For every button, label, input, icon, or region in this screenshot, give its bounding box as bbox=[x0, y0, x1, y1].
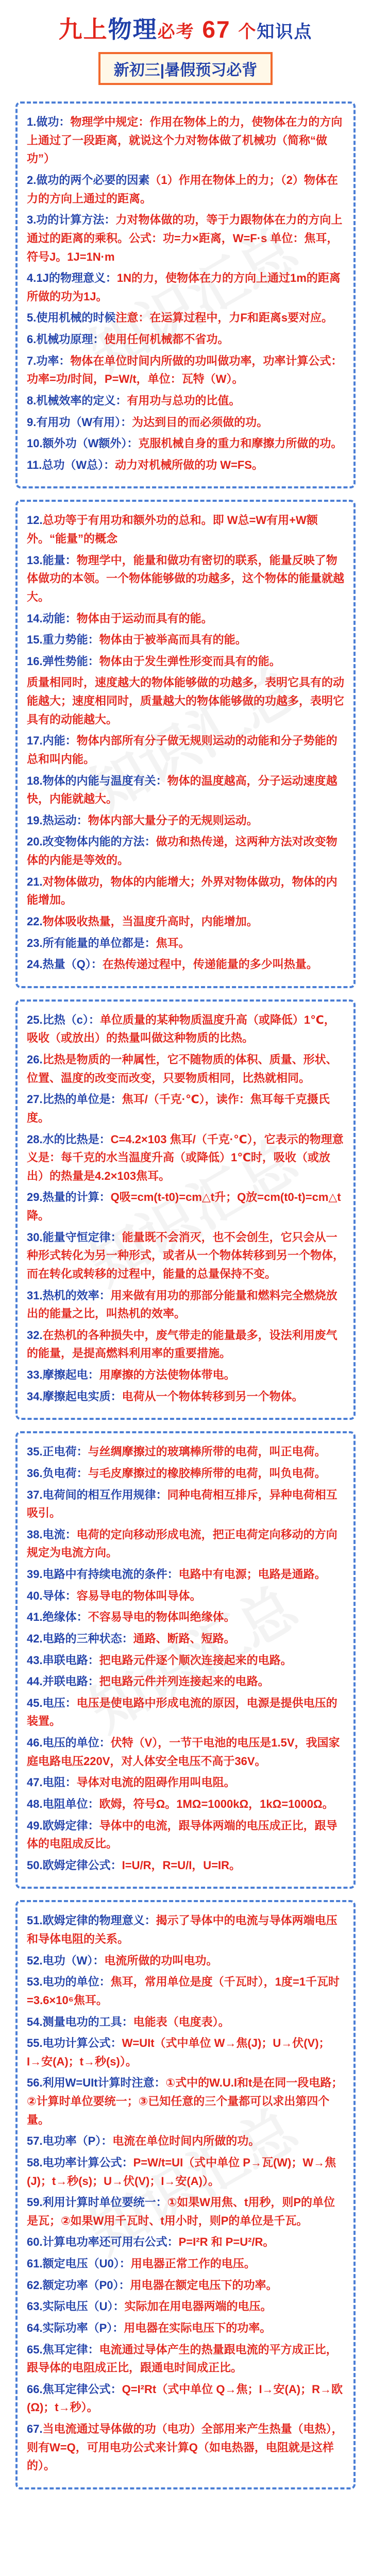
item-definition: 实际加在用电器两端的电压。 bbox=[124, 2300, 272, 2313]
item-definition: 用来做有用功的那部分能量和燃料完全燃烧放出的能量之比，叫热机的效率。 bbox=[27, 1289, 338, 1320]
item-number: 21. bbox=[27, 875, 43, 888]
item-keyword: 实际电压（U）： bbox=[42, 2300, 125, 2313]
item-definition: 动力对机械所做的功 W=FS。 bbox=[115, 458, 263, 471]
knowledge-item bbox=[27, 833, 344, 869]
item-definition: 物体内部大量分子的无规则运动。 bbox=[88, 814, 258, 827]
item-number: 46. bbox=[27, 1736, 43, 1750]
knowledge-item bbox=[27, 732, 344, 768]
knowledge-item bbox=[27, 211, 344, 266]
knowledge-item bbox=[27, 2319, 344, 2337]
knowledge-item bbox=[27, 1795, 344, 1814]
knowledge-item bbox=[27, 2255, 344, 2273]
knowledge-item bbox=[27, 2297, 344, 2316]
item-definition: C=4.2×103 焦耳/（千克·℃），它表示的物理意义是：每千克的水当温度升高（或降低）1℃时，吸收（或放出）的热量是4.2×103焦耳。 bbox=[27, 1132, 344, 1182]
item-number: 49. bbox=[27, 1819, 43, 1832]
item-number: 29. bbox=[27, 1191, 43, 1204]
knowledge-item bbox=[27, 912, 344, 931]
knowledge-item bbox=[27, 1817, 344, 1853]
item-number: 47. bbox=[27, 1776, 43, 1789]
item-definition: 使用任何机械都不省功。 bbox=[104, 333, 229, 346]
item-number: 53. bbox=[27, 1975, 43, 1989]
item-keyword: 比热的单位是： bbox=[42, 1093, 122, 1106]
item-definition: 物理学中规定：作用在物体上的力，使物体在力的方向上通过了一段距离，就说这个力对物体做了机械功（简称“做功”） bbox=[27, 115, 343, 165]
item-keyword: 电功率（P）： bbox=[42, 2134, 113, 2148]
item-definition: 物体吸收热量，当温度升高时，内能增加。 bbox=[42, 914, 258, 928]
item-keyword: 电功（W）： bbox=[42, 1954, 105, 1967]
item-number: 33. bbox=[27, 1368, 43, 1382]
item-keyword: 电压： bbox=[42, 1696, 77, 1709]
item-number: 40. bbox=[27, 1589, 43, 1602]
knowledge-item bbox=[27, 1672, 344, 1691]
item-number: 7. bbox=[27, 354, 37, 367]
knowledge-item bbox=[27, 2193, 344, 2230]
knowledge-item bbox=[27, 2154, 344, 2190]
knowledge-card bbox=[15, 1431, 356, 1889]
item-number: 67. bbox=[27, 2422, 43, 2436]
item-keyword: 有用功（W有用）： bbox=[36, 415, 132, 429]
subtitle: 新初三|暑假预习必背 bbox=[113, 62, 258, 79]
item-definition: 把电路元件并列连接起来的电路。 bbox=[99, 1675, 269, 1688]
item-number: 42. bbox=[27, 1632, 43, 1645]
knowledge-item bbox=[27, 652, 344, 671]
knowledge-item bbox=[27, 772, 344, 808]
knowledge-item bbox=[27, 392, 344, 410]
item-number: 32. bbox=[27, 1328, 43, 1342]
item-definition: 同种电荷相互排斥，异种电荷相互吸引。 bbox=[27, 1488, 338, 1520]
item-definition: 电荷的定向移动形成电流，把正电荷定向移动的方向规定为电流方向。 bbox=[27, 1528, 338, 1560]
item-definition: Q=I²Rt（式中单位 Q→焦；I→安(A)；R→欧(Ω)；t→秒）。 bbox=[27, 2382, 343, 2414]
knowledge-card bbox=[15, 1900, 356, 2489]
item-definition: 焦耳，常用单位是度（千瓦时），1度=1千瓦时=3.6×10⁶焦耳。 bbox=[27, 1975, 340, 2007]
knowledge-item bbox=[27, 1856, 344, 1875]
item-number: 52. bbox=[27, 1954, 43, 1967]
item-definition: 通路、断路、短路。 bbox=[133, 1632, 235, 1645]
item-keyword: 电功的单位： bbox=[42, 1975, 111, 1989]
title-mid: 必考 bbox=[157, 22, 195, 42]
knowledge-item bbox=[27, 1228, 344, 1283]
item-definition: 质量相同时，速度越大的物体能够做的功越多，表明它具有的动能越大；速度相同时，质量越大的物体能够做的功越多，表明它具有的动能越大。 bbox=[27, 676, 345, 726]
item-number: 1. bbox=[27, 115, 37, 129]
item-number: 12. bbox=[27, 514, 43, 527]
knowledge-item bbox=[27, 1050, 344, 1087]
item-keyword: 欧姆定律公式： bbox=[42, 1858, 122, 1872]
knowledge-item bbox=[27, 1464, 344, 1483]
item-keyword: 摩擦起电实质： bbox=[42, 1389, 122, 1403]
item-definition: 在热传递过程中，传递能量的多少叫热量。 bbox=[102, 958, 318, 971]
item-number: 8. bbox=[27, 394, 37, 407]
item-keyword: 欧姆定律： bbox=[42, 1819, 99, 1832]
item-number: 22. bbox=[27, 914, 43, 928]
item-keyword: 热机的效率： bbox=[42, 1289, 111, 1302]
item-number: 45. bbox=[27, 1696, 43, 1709]
knowledge-item bbox=[27, 673, 344, 728]
item-definition: 力对物体做的功，等于力跟物体在力的方向上通过的距离的乘积。公式：功=力×距离，W=F·s 单位：焦耳，符号J。1J=1N·m bbox=[27, 213, 343, 263]
item-number: 44. bbox=[27, 1675, 43, 1688]
item-definition: 欧姆，符号Ω。1MΩ=1000kΩ，1kΩ=1000Ω。 bbox=[99, 1797, 334, 1810]
item-definition: （1）作用在物体上的力；（2）物体在力的方向上通过的距离。 bbox=[27, 174, 338, 205]
item-definition: I=U/R，R=U/I，U=IR。 bbox=[122, 1858, 241, 1872]
item-definition: 克服机械自身的重力和摩擦力所做的功。 bbox=[138, 437, 343, 450]
item-number: 15. bbox=[27, 633, 43, 647]
header bbox=[0, 0, 371, 90]
knowledge-item bbox=[27, 2380, 344, 2417]
knowledge-item bbox=[27, 1734, 344, 1770]
item-number: 63. bbox=[27, 2300, 43, 2313]
title-subject: 物理 bbox=[108, 16, 158, 43]
item-keyword: 利用计算时单位要统一： bbox=[42, 2196, 167, 2209]
item-definition: 揭示了导体中的电流与导体两端电压和导体电阻的关系。 bbox=[27, 1914, 338, 1946]
knowledge-item bbox=[27, 1952, 344, 1970]
knowledge-item bbox=[27, 1366, 344, 1384]
item-number: 26. bbox=[27, 1053, 43, 1066]
title-count: 67 bbox=[202, 16, 231, 43]
item-definition: 在热机的各种损失中，废气带走的能量最多，设法利用废气的能量，是提高燃料利用率的重要措施。 bbox=[27, 1328, 338, 1360]
knowledge-item bbox=[27, 330, 344, 349]
knowledge-item bbox=[27, 511, 344, 548]
item-definition: ①式中的W.U.I和t是在同一段电路；②计算时单位要统一；③已知任意的三个量都可以求出第四个量。 bbox=[27, 2076, 343, 2126]
item-number: 2. bbox=[27, 174, 37, 187]
item-keyword: 重力势能： bbox=[42, 633, 99, 647]
item-definition: 做功和热传递，这两种方法对改变物体的内能是等效的。 bbox=[27, 835, 338, 867]
item-keyword: 焦耳定律： bbox=[42, 2343, 99, 2356]
item-number: 51. bbox=[27, 1914, 43, 1927]
item-number: 39. bbox=[27, 1568, 43, 1581]
item-keyword: 并联电路： bbox=[42, 1675, 99, 1688]
knowledge-card bbox=[15, 101, 356, 488]
item-number: 58. bbox=[27, 2156, 43, 2169]
item-keyword: 正电荷： bbox=[42, 1445, 88, 1459]
item-number: 6. bbox=[27, 333, 37, 346]
item-keyword: 额定功率（P0）： bbox=[42, 2278, 130, 2292]
knowledge-item bbox=[27, 1090, 344, 1127]
item-keyword: 热量（Q）： bbox=[42, 958, 103, 971]
item-keyword: 电功计算公式： bbox=[42, 2037, 122, 2050]
item-number: 59. bbox=[27, 2196, 43, 2209]
item-number: 60. bbox=[27, 2235, 43, 2249]
knowledge-item bbox=[27, 413, 344, 432]
knowledge-item bbox=[27, 2341, 344, 2377]
item-number: 14. bbox=[27, 612, 43, 625]
item-definition: 电能表（电度表）。 bbox=[133, 2015, 230, 2028]
knowledge-item bbox=[27, 434, 344, 453]
item-number: 18. bbox=[27, 774, 43, 787]
item-keyword: 热运动： bbox=[42, 814, 88, 827]
item-definition: ①如果W用焦、t用秒，则P的单位是瓦；②如果W用千瓦时、t用小时，则P的单位是千瓦。 bbox=[27, 2196, 335, 2227]
item-number: 11. bbox=[27, 458, 42, 471]
item-keyword: 改变物体内能的方法： bbox=[42, 835, 156, 849]
knowledge-item bbox=[27, 1694, 344, 1731]
item-definition: 为达到目的而必须做的功。 bbox=[132, 415, 268, 429]
item-keyword: 能量守恒定律： bbox=[42, 1230, 122, 1244]
item-keyword: 使用机械的时候 bbox=[36, 311, 116, 325]
item-number: 20. bbox=[27, 835, 43, 849]
item-keyword: 所有能量的单位都是： bbox=[42, 936, 156, 950]
title-prefix: 九上 bbox=[58, 16, 108, 43]
item-number: 4. bbox=[27, 272, 37, 285]
item-definition: 当电流通过导体做的功（电功）全部用来产生热量（电热），则有W=Q，可用电功公式来计算Q（如电热器，电阻就是这样的）。 bbox=[27, 2422, 343, 2472]
item-definition: 注意：在运算过程中，力F和距离s要对应。 bbox=[115, 311, 333, 325]
item-number: 13. bbox=[27, 553, 43, 567]
item-number: 37. bbox=[27, 1488, 43, 1501]
item-number: 36. bbox=[27, 1466, 43, 1480]
knowledge-item bbox=[27, 955, 344, 974]
item-keyword: 绝缘体： bbox=[42, 1611, 88, 1624]
knowledge-item bbox=[27, 1565, 344, 1584]
item-number: 56. bbox=[27, 2076, 43, 2090]
item-keyword: 负电荷： bbox=[42, 1466, 88, 1480]
knowledge-item bbox=[27, 1286, 344, 1323]
item-keyword: 焦耳定律公式： bbox=[42, 2382, 122, 2396]
item-definition: 电路中有电源；电路是通路。 bbox=[178, 1568, 326, 1581]
item-keyword: 电阻单位： bbox=[42, 1797, 99, 1810]
item-number: 24. bbox=[27, 958, 43, 971]
item-keyword: 电功率计算公式： bbox=[42, 2156, 133, 2169]
knowledge-item bbox=[27, 934, 344, 953]
item-keyword: 电压的单位： bbox=[42, 1736, 111, 1750]
knowledge-item bbox=[27, 113, 344, 168]
page-title bbox=[21, 15, 350, 44]
knowledge-item bbox=[27, 2013, 344, 2031]
item-number: 10. bbox=[27, 437, 43, 450]
item-keyword: 功率： bbox=[36, 354, 71, 367]
item-number: 55. bbox=[27, 2037, 43, 2050]
item-keyword: 利用W=UIt计算时注意： bbox=[42, 2076, 166, 2090]
item-number: 62. bbox=[27, 2278, 43, 2292]
item-keyword: 做功： bbox=[36, 115, 71, 129]
item-number: 50. bbox=[27, 1858, 43, 1872]
knowledge-item bbox=[27, 2034, 344, 2071]
item-keyword: 导体： bbox=[42, 1589, 77, 1602]
item-definition: 电荷从一个物体转移到另一个物体。 bbox=[122, 1389, 303, 1403]
item-definition: 不容易导电的物体叫绝缘体。 bbox=[88, 1611, 235, 1624]
item-definition: 有用功与总功的比值。 bbox=[127, 394, 241, 407]
knowledge-item bbox=[27, 551, 344, 606]
item-number: 9. bbox=[27, 415, 37, 429]
item-definition: 物体在单位时间内所做的功叫做功率，功率计算公式：功率=功/时间，P=W/t，单位：瓦特（W）。 bbox=[27, 354, 343, 386]
item-definition: P=W/t=UI（式中单位 P→瓦(W)；W→焦(J)；t→秒(s)；U→伏(V)；I→安(A)）。 bbox=[27, 2156, 336, 2188]
knowledge-item bbox=[27, 1486, 344, 1522]
item-definition: 把电路元件逐个顺次连接起来的电路。 bbox=[99, 1653, 292, 1667]
item-definition: 物体由于发生弹性形变而具有的能。 bbox=[99, 654, 281, 668]
knowledge-item bbox=[27, 1326, 344, 1363]
item-number: 28. bbox=[27, 1132, 43, 1146]
knowledge-item bbox=[27, 2233, 344, 2251]
item-number: 30. bbox=[27, 1230, 43, 1244]
title-unit: 个 bbox=[238, 22, 257, 42]
item-number: 61. bbox=[27, 2257, 43, 2270]
item-definition: P=I²R 和 P=U²/R。 bbox=[178, 2235, 275, 2249]
item-number: 17. bbox=[27, 734, 43, 748]
knowledge-item bbox=[27, 1526, 344, 1562]
item-keyword: 比热（c）： bbox=[42, 1013, 100, 1026]
knowledge-item bbox=[27, 1387, 344, 1406]
item-definition: 与毛皮摩擦过的橡胶棒所带的电荷，叫负电荷。 bbox=[88, 1466, 326, 1480]
item-keyword: 做功的两个必要的因素 bbox=[36, 174, 150, 187]
item-number: 43. bbox=[27, 1653, 43, 1667]
item-keyword: 物体的内能与温度有关： bbox=[42, 774, 167, 787]
item-keyword: 测量电功的工具： bbox=[42, 2015, 133, 2028]
item-number: 41. bbox=[27, 1611, 43, 1624]
item-keyword: 计算电功率还可用右公式： bbox=[42, 2235, 179, 2249]
item-keyword: 摩擦起电： bbox=[42, 1368, 99, 1382]
item-keyword: 热量的计算： bbox=[42, 1191, 111, 1204]
item-keyword: 内能： bbox=[42, 734, 77, 748]
knowledge-item bbox=[27, 1651, 344, 1670]
item-keyword: 串联电路： bbox=[42, 1653, 99, 1667]
item-number: 66. bbox=[27, 2382, 43, 2396]
item-keyword: 功的计算方法： bbox=[36, 213, 116, 227]
item-definition: 比热是物质的一种属性，它不随物质的体积、质量、形状、位置、温度的改变而改变，只要物质相同，比热就相同。 bbox=[27, 1053, 338, 1084]
item-definition: 容易导电的物体叫导体。 bbox=[76, 1589, 201, 1602]
knowledge-item bbox=[27, 1773, 344, 1792]
item-keyword: 总功（W总）： bbox=[42, 458, 115, 471]
knowledge-item bbox=[27, 269, 344, 306]
item-keyword: 能量： bbox=[42, 553, 77, 567]
item-number: 16. bbox=[27, 654, 43, 668]
item-definition: 能量既不会消灭，也不会创生，它只会从一种形式转化为另一种形式，或者从一个物体转移到另一个物体，而在转化或转移的过程中，能量的总量保持不变。 bbox=[27, 1230, 345, 1280]
knowledge-item bbox=[27, 1911, 344, 1948]
item-number: 48. bbox=[27, 1797, 43, 1810]
item-keyword: 水的比热是： bbox=[42, 1132, 111, 1146]
item-definition: 焦耳/（千克·℃），读作：焦耳每千克摄氏度。 bbox=[27, 1093, 330, 1124]
item-definition: 物体由于被举高而具有的能。 bbox=[99, 633, 247, 647]
knowledge-item bbox=[27, 2074, 344, 2129]
item-keyword: 电流： bbox=[42, 1528, 77, 1541]
item-number: 35. bbox=[27, 1445, 43, 1459]
knowledge-item bbox=[27, 631, 344, 649]
item-keyword: 电路中有持续电流的条件： bbox=[42, 1568, 179, 1581]
knowledge-item bbox=[27, 1011, 344, 1047]
subtitle-box bbox=[98, 52, 273, 85]
knowledge-card bbox=[15, 999, 356, 1420]
knowledge-item bbox=[27, 309, 344, 327]
knowledge-card bbox=[15, 500, 356, 988]
item-definition: 与丝绸摩擦过的玻璃棒所带的电荷，叫正电荷。 bbox=[88, 1445, 326, 1459]
item-keyword: 电路的三种状态： bbox=[42, 1632, 133, 1645]
knowledge-item bbox=[27, 2132, 344, 2150]
item-number: 3. bbox=[27, 213, 37, 227]
item-definition: 对物体做功，物体的内能增大；外界对物体做功，物体的内能增加。 bbox=[27, 875, 338, 907]
knowledge-item bbox=[27, 352, 344, 388]
knowledge-item bbox=[27, 2276, 344, 2295]
item-number: 5. bbox=[27, 311, 37, 325]
item-definition: 电流所做的功叫电功。 bbox=[104, 1954, 218, 1967]
knowledge-item bbox=[27, 2420, 344, 2475]
item-definition: 物体的温度越高，分子运动速度越快，内能就越大。 bbox=[27, 774, 338, 806]
item-definition: 用电器在实际电压下的功率。 bbox=[124, 2321, 272, 2334]
item-keyword: 弹性势能： bbox=[42, 654, 99, 668]
knowledge-item bbox=[27, 1608, 344, 1626]
knowledge-item bbox=[27, 1188, 344, 1225]
knowledge-item bbox=[27, 1130, 344, 1185]
item-definition: 用摩擦的方法使物体带电。 bbox=[99, 1368, 235, 1382]
knowledge-item bbox=[27, 171, 344, 208]
item-definition: 导体中的电流，跟导体两端的电压成正比，跟导体的电阻成反比。 bbox=[27, 1819, 338, 1851]
knowledge-item bbox=[27, 873, 344, 909]
knowledge-item bbox=[27, 1630, 344, 1648]
item-number: 27. bbox=[27, 1093, 43, 1106]
item-definition: 焦耳。 bbox=[156, 936, 190, 950]
item-definition: 电流通过导体产生的热量跟电流的平方成正比，跟导体的电阻成正比，跟通电时间成正比。 bbox=[27, 2343, 338, 2375]
item-keyword: 电荷间的相互作用规律： bbox=[42, 1488, 167, 1501]
item-definition: 导体对电流的阻碍作用叫电阻。 bbox=[76, 1776, 235, 1789]
knowledge-item bbox=[27, 456, 344, 474]
item-number: 19. bbox=[27, 814, 43, 827]
knowledge-item bbox=[27, 811, 344, 830]
item-number: 31. bbox=[27, 1289, 43, 1302]
item-number: 65. bbox=[27, 2343, 43, 2356]
knowledge-item bbox=[27, 1443, 344, 1461]
item-keyword: 额外功（W额外）： bbox=[42, 437, 139, 450]
item-keyword: 1J的物理意义： bbox=[36, 272, 117, 285]
item-number: 25. bbox=[27, 1013, 43, 1026]
item-definition: 用电器正常工作的电压。 bbox=[130, 2257, 256, 2270]
item-keyword: 实际功率（P）： bbox=[42, 2321, 124, 2334]
item-definition: 总功等于有用功和额外功的总和。即 W总=W有用+W额外。“能量”的概念 bbox=[27, 514, 318, 546]
item-keyword: 额定电压（U0）： bbox=[42, 2257, 131, 2270]
item-number: 57. bbox=[27, 2134, 43, 2148]
knowledge-item bbox=[27, 1973, 344, 2009]
item-number: 38. bbox=[27, 1528, 43, 1541]
item-definition: 单位质量的某种物质温度升高（或降低）1℃，吸收（或放出）的热量叫做这种物质的比热。 bbox=[27, 1013, 335, 1045]
item-number: 64. bbox=[27, 2321, 43, 2334]
item-number: 34. bbox=[27, 1389, 43, 1403]
item-keyword: 动能： bbox=[42, 612, 77, 625]
item-definition: 物体内部所有分子做无规则运动的动能和分子势能的总和叫内能。 bbox=[27, 734, 338, 766]
item-definition: 电流在单位时间内所做的功。 bbox=[112, 2134, 260, 2148]
item-definition: 物理学中，能量和做功有密切的联系，能量反映了物体做功的本领。一个物体能够做的功越多，这个物体的能量就越大。 bbox=[27, 553, 345, 603]
item-definition: 伏特（V），一节干电池的电压是1.5V，我国家庭电路电压220V，对人体安全电压不高于36V。 bbox=[27, 1736, 340, 1768]
item-keyword: 欧姆定律的物理意义： bbox=[42, 1914, 156, 1927]
item-definition: Q吸=cm(t-t0)=cm△t升；Q放=cm(t0-t)=cm△t降。 bbox=[27, 1191, 341, 1223]
item-keyword: 机械效率的定义： bbox=[36, 394, 127, 407]
title-suffix: 知识点 bbox=[257, 22, 313, 42]
item-definition: 用电器在额定电压下的功率。 bbox=[130, 2278, 278, 2292]
item-definition: 电压是使电路中形成电流的原因，电源是提供电压的装置。 bbox=[27, 1696, 338, 1728]
item-number: 23. bbox=[27, 936, 43, 950]
item-number: 54. bbox=[27, 2015, 43, 2028]
item-definition: W=UIt（式中单位 W→焦(J)；U→伏(V)；I→安(A)；t→秒(s)）。 bbox=[27, 2037, 330, 2068]
knowledge-item bbox=[27, 609, 344, 628]
knowledge-item bbox=[27, 1587, 344, 1605]
item-definition: 1N的力，使物体在力的方向上通过1m的距离所做的功为1J。 bbox=[27, 272, 341, 303]
item-definition: 物体由于运动而具有的能。 bbox=[76, 612, 213, 625]
item-keyword: 机械功原理： bbox=[36, 333, 105, 346]
item-keyword: 电阻： bbox=[42, 1776, 77, 1789]
cards-container bbox=[0, 101, 371, 2489]
